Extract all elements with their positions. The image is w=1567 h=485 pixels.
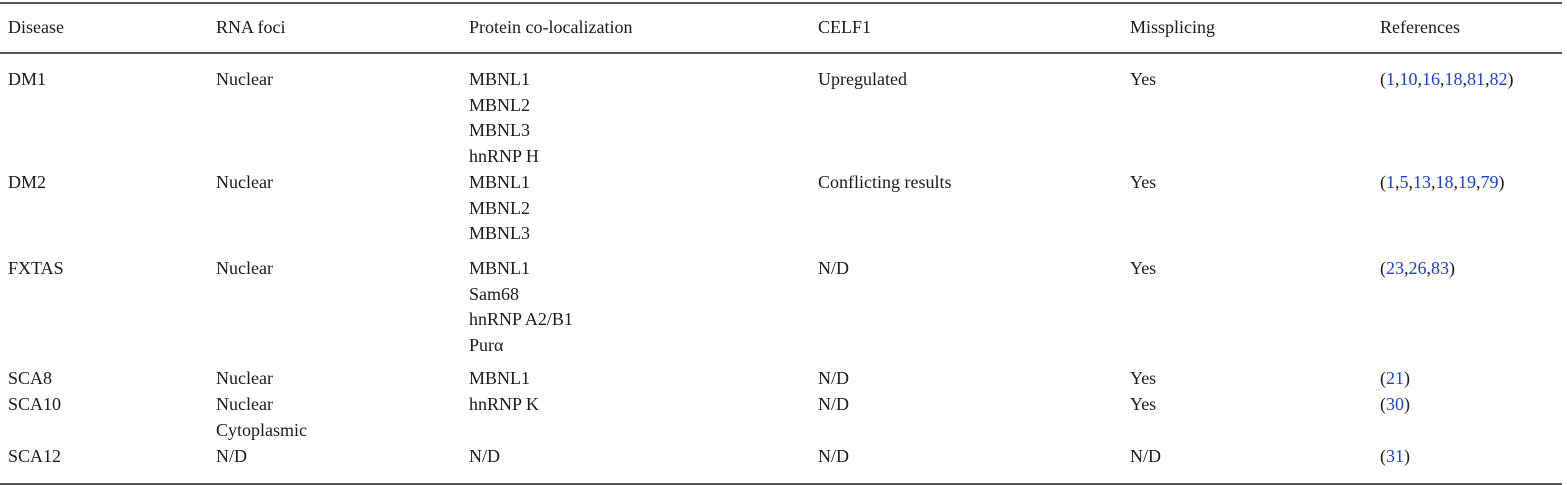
header-celf1: CELF1 <box>818 17 872 37</box>
rna-foci-value: Nuclear <box>216 69 273 89</box>
disease-name: DM2 <box>8 172 47 192</box>
protein-name: hnRNP H <box>469 146 539 167</box>
ref-separator: , <box>1485 69 1490 89</box>
protein-name: MBNL1 <box>469 368 531 388</box>
ref-separator: , <box>1431 172 1436 192</box>
references-cell <box>1380 392 1410 418</box>
reference-link[interactable]: 1 <box>1386 172 1395 192</box>
ref-separator: , <box>1453 172 1458 192</box>
rna-foci-cell <box>216 67 273 93</box>
missplicing-cell <box>1130 392 1156 418</box>
disease-cell <box>8 444 61 470</box>
celf1-value: Upregulated <box>818 69 907 89</box>
protein-name: Sam68 <box>469 283 520 304</box>
celf1-cell <box>818 366 849 392</box>
reference-link[interactable]: 18 <box>1444 69 1463 89</box>
open-paren: ( <box>1380 368 1386 388</box>
celf1-cell <box>818 392 849 418</box>
header-rna-foci: RNA foci <box>216 17 286 37</box>
references-cell <box>1380 366 1410 392</box>
close-paren: ) <box>1404 446 1410 466</box>
table-top-rule <box>0 2 1562 4</box>
header-references: References <box>1380 17 1460 37</box>
protein-cell <box>469 444 500 470</box>
protein-cell <box>469 67 539 170</box>
header-protein-colocalization: Protein co-localization <box>469 17 633 37</box>
celf1-cell <box>818 170 952 196</box>
table-header-rule <box>0 52 1562 54</box>
celf1-value: N/D <box>818 446 849 466</box>
open-paren: ( <box>1380 69 1386 89</box>
reference-link[interactable]: 23 <box>1386 258 1404 278</box>
reference-link[interactable]: 30 <box>1386 394 1404 414</box>
references-cell <box>1380 444 1410 470</box>
disease-cell <box>8 392 61 418</box>
reference-link[interactable]: 81 <box>1467 69 1485 89</box>
reference-link[interactable]: 19 <box>1458 172 1476 192</box>
ref-separator: , <box>1408 172 1413 192</box>
missplicing-cell <box>1130 170 1156 196</box>
references-cell <box>1380 256 1455 282</box>
rna-foci-value: Nuclear <box>216 172 273 192</box>
disease-name: DM1 <box>8 69 47 89</box>
header-missplicing: Missplicing <box>1130 17 1216 37</box>
open-paren: ( <box>1380 172 1386 192</box>
reference-link[interactable]: 31 <box>1386 446 1404 466</box>
missplicing-value: Yes <box>1130 258 1157 278</box>
reference-link[interactable]: 1 <box>1386 69 1395 89</box>
close-paren: ) <box>1449 258 1455 278</box>
rna-foci-value: Nuclear <box>216 394 273 414</box>
missplicing-value: Yes <box>1130 69 1157 89</box>
protein-name: MBNL1 <box>469 258 531 278</box>
rna-foci-cell <box>216 256 273 282</box>
disease-name: SCA12 <box>8 446 62 466</box>
reference-link[interactable]: 83 <box>1431 258 1449 278</box>
protein-cell <box>469 170 530 247</box>
rna-foci-cell <box>216 366 273 392</box>
disease-name: SCA8 <box>8 368 53 388</box>
open-paren: ( <box>1380 258 1386 278</box>
rna-foci-cell <box>216 170 273 196</box>
missplicing-cell <box>1130 444 1161 470</box>
ref-separator: , <box>1404 258 1409 278</box>
rna-foci-value: Cytoplasmic <box>216 419 307 440</box>
open-paren: ( <box>1380 446 1386 466</box>
reference-link[interactable]: 13 <box>1413 172 1431 192</box>
missplicing-cell <box>1130 67 1156 93</box>
reference-link[interactable]: 21 <box>1386 368 1404 388</box>
close-paren: ) <box>1498 172 1505 192</box>
celf1-cell <box>818 444 849 470</box>
disease-name: FXTAS <box>8 258 64 278</box>
missplicing-value: Yes <box>1130 394 1157 414</box>
missplicing-value: Yes <box>1130 172 1157 192</box>
ref-separator: , <box>1476 172 1481 192</box>
missplicing-cell <box>1130 366 1156 392</box>
disease-cell <box>8 256 64 282</box>
protein-name: MBNL2 <box>469 94 531 115</box>
ref-separator: , <box>1440 69 1445 89</box>
celf1-value: N/D <box>818 368 849 388</box>
disease-name: SCA10 <box>8 394 62 414</box>
protein-name: hnRNP K <box>469 394 539 414</box>
ref-separator: , <box>1395 69 1400 89</box>
open-paren: ( <box>1380 394 1386 414</box>
rna-foci-value: Nuclear <box>216 258 273 278</box>
ref-separator: , <box>1417 69 1422 89</box>
protein-cell <box>469 366 530 392</box>
reference-link[interactable]: 79 <box>1480 172 1499 192</box>
protein-name: hnRNP A2/B1 <box>469 309 573 330</box>
protein-name: Purα <box>469 335 504 356</box>
rna-foci-cell <box>216 392 307 443</box>
missplicing-value: Yes <box>1130 368 1157 388</box>
close-paren: ) <box>1404 394 1410 414</box>
protein-cell <box>469 392 539 418</box>
protein-name: MBNL1 <box>469 69 531 89</box>
reference-link[interactable]: 82 <box>1489 69 1508 89</box>
ref-separator: , <box>1426 258 1431 278</box>
celf1-value: N/D <box>818 258 849 278</box>
reference-link[interactable]: 16 <box>1422 69 1440 89</box>
ref-separator: , <box>1395 172 1400 192</box>
reference-link[interactable]: 18 <box>1435 172 1454 192</box>
reference-link[interactable]: 10 <box>1399 69 1418 89</box>
disease-cell <box>8 170 46 196</box>
references-cell <box>1380 67 1514 93</box>
rna-foci-value: N/D <box>216 446 247 466</box>
rna-foci-value: Nuclear <box>216 368 273 388</box>
celf1-cell <box>818 256 849 282</box>
protein-name: MBNL3 <box>469 223 531 244</box>
disease-cell <box>8 67 46 93</box>
close-paren: ) <box>1404 368 1410 388</box>
disease-cell <box>8 366 52 392</box>
rna-foci-cell <box>216 444 247 470</box>
protein-name: MBNL1 <box>469 172 531 192</box>
celf1-value: N/D <box>818 394 849 414</box>
missplicing-value: N/D <box>1130 446 1161 466</box>
references-cell <box>1380 170 1505 196</box>
close-paren: ) <box>1507 69 1514 89</box>
protein-cell <box>469 256 573 359</box>
reference-link[interactable]: 26 <box>1408 258 1427 278</box>
missplicing-cell <box>1130 256 1156 282</box>
celf1-cell <box>818 67 907 93</box>
protein-name: N/D <box>469 446 500 466</box>
ref-separator: , <box>1462 69 1467 89</box>
protein-name: MBNL2 <box>469 197 531 218</box>
celf1-value: Conflicting results <box>818 172 952 192</box>
reference-link[interactable]: 5 <box>1399 172 1409 192</box>
protein-name: MBNL3 <box>469 120 531 141</box>
header-disease: Disease <box>8 17 64 37</box>
